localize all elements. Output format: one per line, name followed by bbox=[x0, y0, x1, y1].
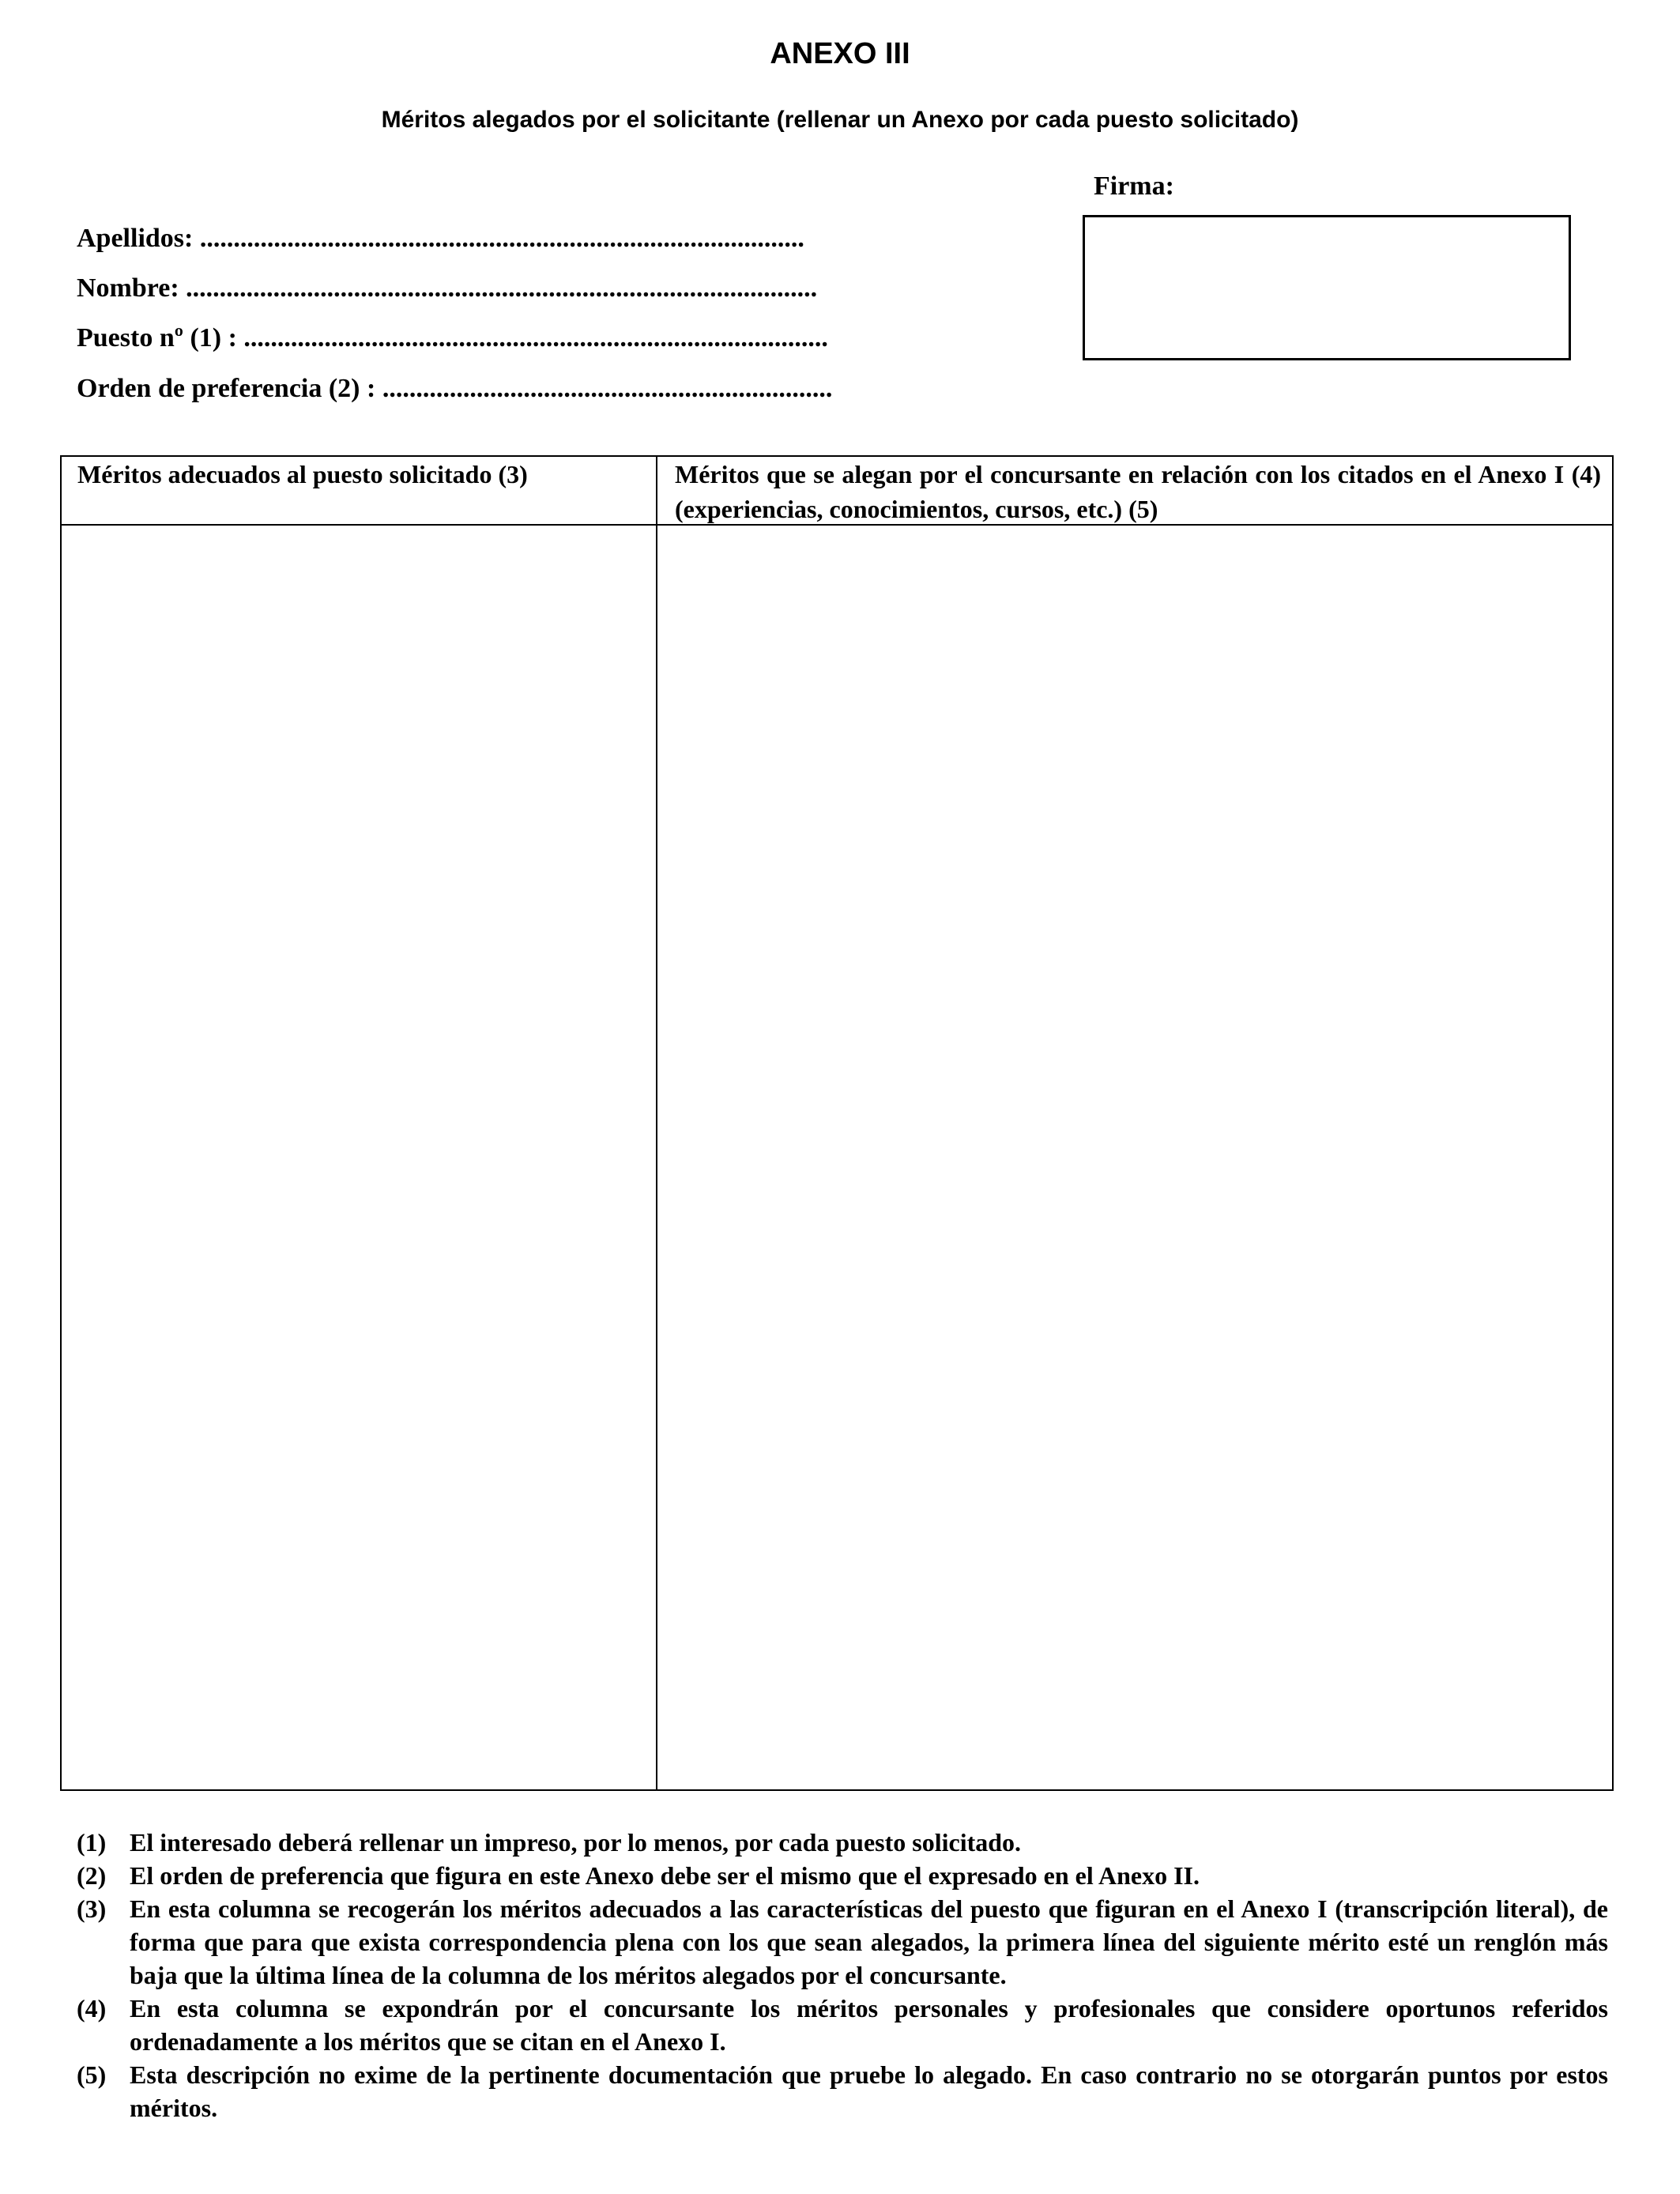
column-header-meritos-alegados: Méritos que se alegan por el concursante en relación con los citados en el Anexo I (4) (experiencias, conocimientos, cursos, etc.) (5) bbox=[675, 460, 1601, 523]
footnote-text: En esta columna se recogerán los méritos adecuados a las características del puesto que figuran en el Anexo I (transcripción literal), de forma que para que exista correspondencia plena con los que sean alegados, la primera línea del siguiente mérito esté un renglón más baja que la última línea de la columna de los méritos alegados por el concursante. bbox=[130, 1894, 1608, 1989]
footnote bbox=[77, 1859, 1608, 1892]
column-divider bbox=[656, 457, 657, 1789]
footnote-number: (1) bbox=[77, 1828, 107, 1857]
firma-label: Firma: bbox=[1094, 172, 1174, 201]
footnote bbox=[77, 1992, 1608, 2058]
apellidos-field[interactable]: Apellidos: .......................................................................................... bbox=[77, 224, 804, 253]
footnote-number: (3) bbox=[77, 1894, 107, 1923]
footnote-number: (2) bbox=[77, 1861, 107, 1890]
footnote-text: Esta descripción no exime de la pertinente documentación que pruebe lo alegado. En caso contrario no se otorgarán puntos por estos méritos. bbox=[130, 2060, 1608, 2122]
footnote bbox=[77, 1826, 1608, 1859]
orden-preferencia-field[interactable]: Orden de preferencia (2) : ................................................................... bbox=[77, 374, 833, 403]
footnote-number: (4) bbox=[77, 1994, 107, 2022]
footnote-text: En esta columna se expondrán por el concursante los méritos personales y profesionales que considere oportunos referidos ordenadamente a los méritos que se citan en el Anexo I. bbox=[130, 1994, 1608, 2056]
page-title: ANEXO III bbox=[770, 37, 910, 70]
footnote-text: El orden de preferencia que figura en este Anexo debe ser el mismo que el expresado en el Anexo II. bbox=[130, 1861, 1200, 1890]
footnote bbox=[77, 2058, 1608, 2124]
footnote bbox=[77, 1892, 1608, 1992]
column-header-meritos-adecuados: Méritos adecuados al puesto solicitado (3) bbox=[77, 460, 528, 488]
puesto-field[interactable]: Puesto nº (1) : ....................................................................................... bbox=[77, 323, 828, 352]
page-subtitle: Méritos alegados por el solicitante (rellenar un Anexo por cada puesto solicitado) bbox=[381, 107, 1299, 133]
meritos-table bbox=[60, 455, 1614, 1791]
footnotes bbox=[77, 1826, 1608, 2124]
signature-box[interactable] bbox=[1083, 215, 1571, 360]
footnote-text: El interesado deberá rellenar un impreso, por lo menos, por cada puesto solicitado. bbox=[130, 1828, 1022, 1857]
footnote-number: (5) bbox=[77, 2060, 107, 2089]
nombre-field[interactable]: Nombre: .............................................................................................. bbox=[77, 273, 818, 303]
